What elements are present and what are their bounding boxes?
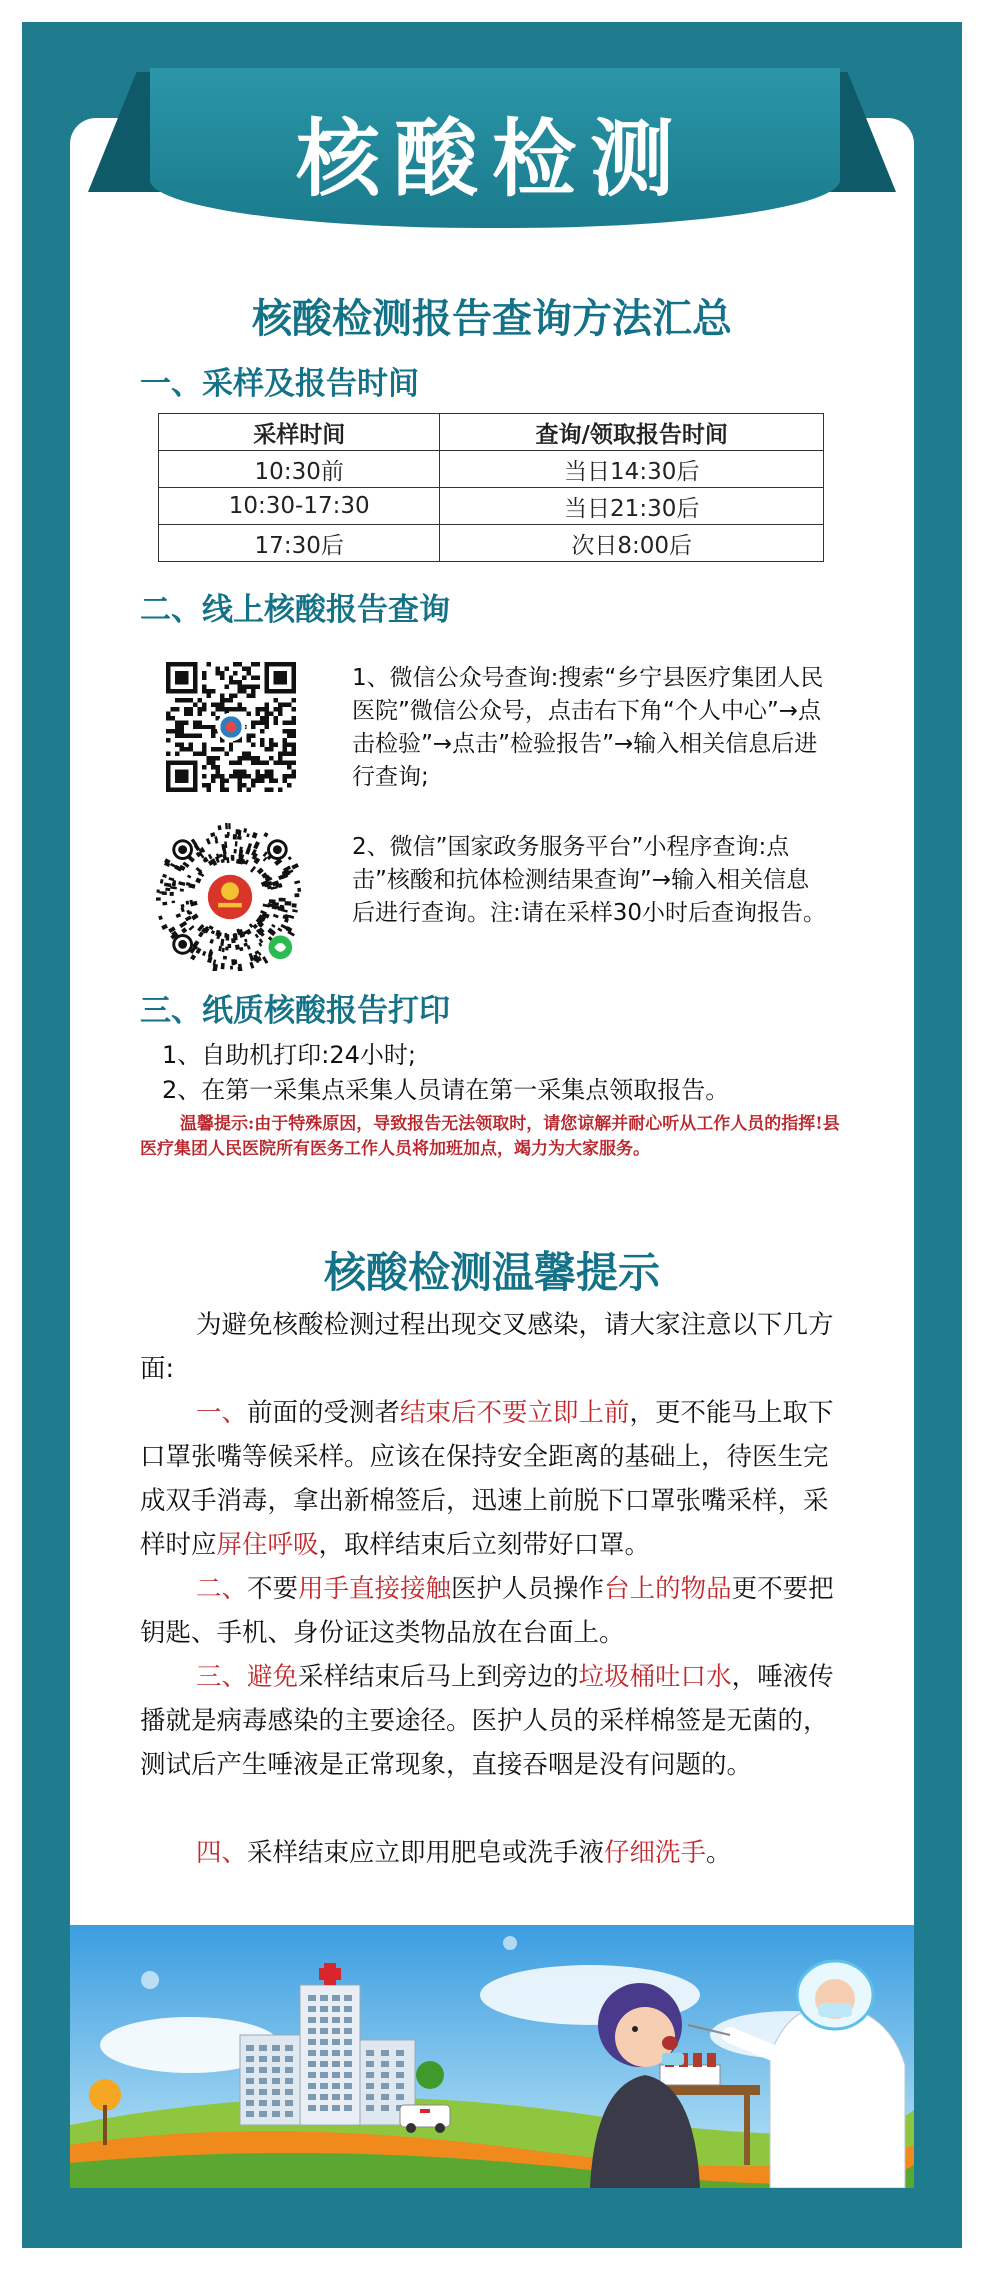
- tip-text: 更不要把钥匙、手机、身份证这类物品放在台面上。: [140, 1574, 834, 1648]
- pickup-point-note: 2、在第一采集点采集人员请在第一采集点领取报告。: [162, 1076, 730, 1104]
- tip-text: 前面的受测者: [247, 1398, 401, 1428]
- table-header-cell: 采样时间: [159, 414, 440, 451]
- tip-text: 采样结束应立即用肥皂或洗手液: [247, 1838, 605, 1868]
- tip-3: [140, 1655, 840, 1787]
- mini-program-code-icon: [156, 823, 304, 971]
- self-service-print: 1、自助机打印:24小时;: [162, 1041, 416, 1069]
- hospital-sampling-illustration: [70, 1925, 914, 2188]
- tip-text: 采样结束后马上到旁边的: [298, 1662, 579, 1692]
- table-header-row: [159, 414, 824, 451]
- sampling-time-table: [158, 413, 824, 562]
- table-cell: 当日21:30后: [440, 488, 824, 525]
- section1-title: 一、采样及报告时间: [140, 366, 419, 402]
- tip-number: 四、: [196, 1838, 248, 1868]
- wechat-official-account-query: 1、微信公众号查询:搜索“乡宁县医疗集团人民医院”微信公众号，点击右下角“个人中心”→点击检验”→点击”检验报告”→输入相关信息后进行查询;: [352, 665, 824, 790]
- table-row: [159, 451, 824, 488]
- section3-title: 三、纸质核酸报告打印: [140, 993, 450, 1029]
- tip-highlight: 仔细洗手: [604, 1838, 707, 1868]
- tip-number: 三、: [196, 1662, 248, 1692]
- tips-title: 核酸检测温馨提示: [323, 1248, 660, 1297]
- report-query-title: 核酸检测报告查询方法汇总: [252, 296, 732, 342]
- section2-title: 二、线上核酸报告查询: [140, 592, 450, 628]
- tip-highlight: 屏住呼吸: [216, 1530, 319, 1560]
- table-cell: 当日14:30后: [440, 451, 824, 488]
- tip-text: ，唾液传播就是病毒感染的主要途径。医护人员的采样棉签是无菌的，测试后产生唾液是正常现象，直接吞咽是没有问题的。: [140, 1662, 834, 1780]
- table-header-cell: 查询/领取报告时间: [440, 414, 824, 451]
- table-cell: 10:30前: [159, 451, 440, 488]
- tip-1: [140, 1391, 840, 1567]
- table-cell: 10:30-17:30: [159, 488, 440, 525]
- table-cell: 次日8:00后: [440, 525, 824, 562]
- tip-highlight: 避免: [247, 1662, 299, 1692]
- warm-notice: 温馨提示:由于特殊原因，导致报告无法领取时，请您谅解并耐心听从工作人员的指挥!县医疗集团人民医院所有医务工作人员将加班加点，竭力为大家服务。: [140, 1114, 840, 1159]
- banner-title: 核酸检测: [295, 110, 688, 208]
- table-row: [159, 525, 824, 562]
- qr-code-icon: [166, 662, 296, 792]
- tip-text: ，更不能马上取下口罩张嘴等候采样。应该在保持安全距离的基础上，待医生完成双手消毒，拿出新棉签后，迅速上前脱下口罩张嘴采样，采样时应: [140, 1398, 834, 1560]
- tips-intro: 为避免核酸检测过程出现交叉感染，请大家注意以下几方面:: [140, 1310, 834, 1384]
- gov-mini-program-query: 2、微信”国家政务服务平台”小程序查询:点击”核酸和抗体检测结果查询”→输入相关信息后进行查询。注:请在采样30小时后查询报告。: [352, 834, 827, 926]
- tip-highlight: 垃圾桶吐口水: [578, 1662, 732, 1692]
- tip-highlight: 用手直接接触: [298, 1574, 452, 1604]
- tip-text: 医护人员操作: [451, 1574, 605, 1604]
- tip-4: [140, 1831, 840, 1875]
- tip-2: [140, 1567, 840, 1655]
- tip-number: 一、: [196, 1398, 248, 1428]
- tip-text: ，取样结束后立刻带好口罩。: [318, 1530, 651, 1560]
- tip-text: 不要: [247, 1574, 299, 1604]
- tip-highlight: 结束后不要立即上前: [400, 1398, 630, 1428]
- table-cell: 17:30后: [159, 525, 440, 562]
- table-row: [159, 488, 824, 525]
- tip-number: 二、: [196, 1574, 248, 1604]
- tip-highlight: 台上的物品: [604, 1574, 732, 1604]
- tip-text: 。: [706, 1838, 732, 1868]
